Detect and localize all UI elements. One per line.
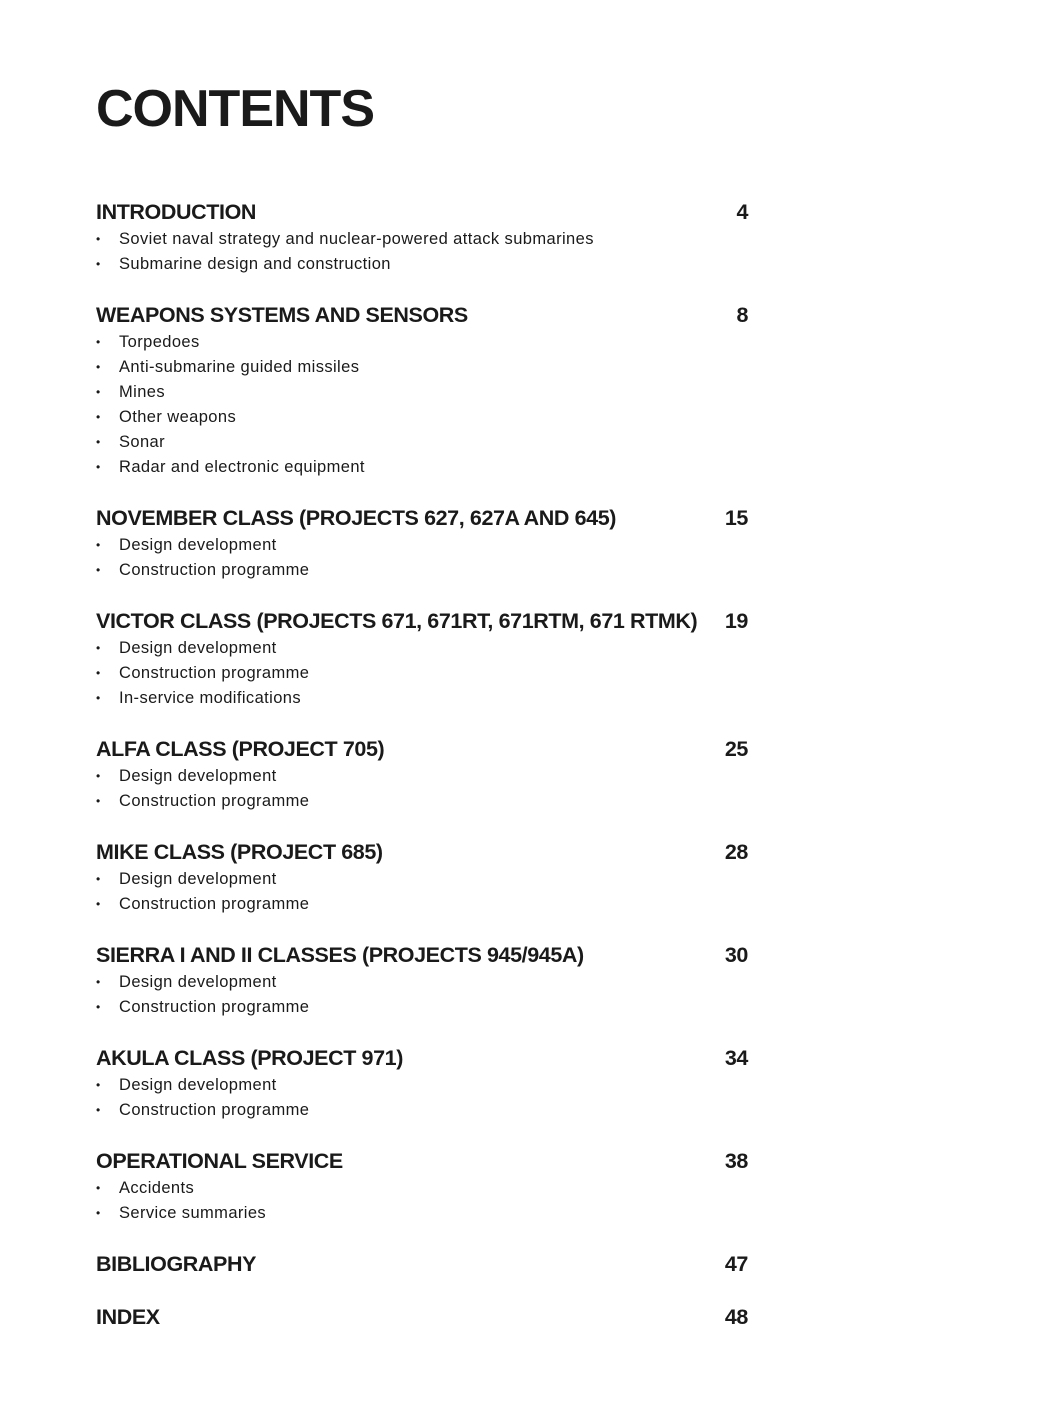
toc-subsection-list — [96, 227, 748, 277]
toc-page-number: 30 — [724, 943, 748, 967]
bullet-icon: • — [96, 1000, 101, 1014]
toc-section-title: BIBLIOGRAPHY — [96, 1252, 257, 1276]
toc-section-header[interactable] — [96, 606, 748, 636]
bullet-icon: • — [96, 563, 101, 577]
toc-subsection-label: Soviet naval strategy and nuclear-powered attack submarines — [119, 230, 594, 248]
toc-subsection-label: Service summaries — [119, 1204, 267, 1222]
toc-subsection-label: Torpedoes — [119, 333, 200, 351]
toc-page-number: 47 — [724, 1252, 748, 1276]
bullet-icon: • — [96, 641, 101, 655]
toc-subsection-item — [96, 558, 748, 583]
toc-subsection-label: Accidents — [119, 1179, 195, 1197]
toc-section-title: WEAPONS SYSTEMS AND SENSORS — [96, 303, 468, 327]
bullet-icon: • — [96, 769, 101, 783]
toc-section-header[interactable] — [96, 1043, 748, 1073]
toc-subsection-list — [96, 1073, 748, 1123]
toc-subsection-label: Construction programme — [119, 895, 310, 913]
toc-subsection-item — [96, 1073, 748, 1098]
table-of-contents — [96, 197, 748, 1355]
toc-subsection-item — [96, 970, 748, 995]
toc-subsection-label: Construction programme — [119, 792, 310, 810]
toc-page-number: 48 — [724, 1305, 748, 1329]
toc-subsection-label: Design development — [119, 536, 277, 554]
toc-section-header[interactable] — [96, 734, 748, 764]
toc-subsection-label: Design development — [119, 870, 277, 888]
toc-section-header[interactable] — [96, 197, 748, 227]
toc-subsection-item — [96, 1176, 748, 1201]
toc-subsection-item — [96, 430, 748, 455]
toc-subsection-label: Design development — [119, 973, 277, 991]
toc-subsection-item — [96, 252, 748, 277]
toc-subsection-list — [96, 764, 748, 814]
toc-subsection-item — [96, 227, 748, 252]
toc-subsection-item — [96, 1098, 748, 1123]
toc-section — [96, 1146, 748, 1226]
toc-subsection-item — [96, 892, 748, 917]
bullet-icon: • — [96, 1206, 101, 1220]
toc-section-header[interactable] — [96, 1146, 748, 1176]
toc-page-number: 34 — [724, 1046, 748, 1070]
toc-section — [96, 734, 748, 814]
toc-subsection-item — [96, 405, 748, 430]
toc-subsection-label: Radar and electronic equipment — [119, 458, 365, 476]
toc-subsection-label: Sonar — [119, 433, 166, 451]
toc-section-title: OPERATIONAL SERVICE — [96, 1149, 343, 1173]
bullet-icon: • — [96, 691, 101, 705]
toc-subsection-item — [96, 789, 748, 814]
toc-section-title: VICTOR CLASS (PROJECTS 671, 671RT, 671RTM, 671 RTMK) — [96, 609, 698, 633]
toc-subsection-label: Construction programme — [119, 1101, 310, 1119]
toc-section-title: NOVEMBER CLASS (PROJECTS 627, 627A AND 645) — [96, 506, 617, 530]
toc-section-title: AKULA CLASS (PROJECT 971) — [96, 1046, 403, 1070]
toc-section — [96, 1249, 748, 1279]
toc-subsection-list — [96, 867, 748, 917]
toc-subsection-item — [96, 380, 748, 405]
toc-subsection-list — [96, 330, 748, 480]
toc-subsection-list — [96, 533, 748, 583]
toc-subsection-label: In-service modifications — [119, 689, 301, 707]
bullet-icon: • — [96, 257, 101, 271]
toc-subsection-label: Other weapons — [119, 408, 237, 426]
bullet-icon: • — [96, 897, 101, 911]
toc-page-number: 25 — [724, 737, 748, 761]
toc-subsection-label: Design development — [119, 1076, 277, 1094]
toc-subsection-item — [96, 764, 748, 789]
bullet-icon: • — [96, 1103, 101, 1117]
toc-subsection-label: Submarine design and construction — [119, 255, 391, 273]
bullet-icon: • — [96, 872, 101, 886]
toc-subsection-item — [96, 636, 748, 661]
bullet-icon: • — [96, 232, 101, 246]
toc-subsection-item — [96, 533, 748, 558]
toc-section-title: INTRODUCTION — [96, 200, 257, 224]
toc-page-number: 28 — [724, 840, 748, 864]
toc-subsection-label: Construction programme — [119, 561, 310, 579]
bullet-icon: • — [96, 975, 101, 989]
toc-section-header[interactable] — [96, 1302, 748, 1332]
toc-section-header[interactable] — [96, 1249, 748, 1279]
bullet-icon: • — [96, 410, 101, 424]
toc-section-header[interactable] — [96, 503, 748, 533]
toc-section-header[interactable] — [96, 940, 748, 970]
toc-subsection-label: Mines — [119, 383, 166, 401]
toc-section — [96, 1043, 748, 1123]
toc-subsection-item — [96, 455, 748, 480]
toc-subsection-label: Design development — [119, 639, 277, 657]
toc-subsection-item — [96, 661, 748, 686]
toc-page-number: 15 — [724, 506, 748, 530]
toc-subsection-item — [96, 995, 748, 1020]
toc-page-number: 38 — [724, 1149, 748, 1173]
toc-subsection-list — [96, 970, 748, 1020]
toc-subsection-item — [96, 330, 748, 355]
toc-subsection-label: Anti-submarine guided missiles — [119, 358, 360, 376]
toc-section — [96, 300, 748, 480]
toc-page-number: 4 — [736, 200, 748, 224]
toc-section — [96, 837, 748, 917]
toc-subsection-list — [96, 1176, 748, 1226]
toc-subsection-label: Design development — [119, 767, 277, 785]
toc-page-number: 8 — [736, 303, 748, 327]
toc-subsection-item — [96, 1201, 748, 1226]
toc-section — [96, 197, 748, 277]
toc-section-title: INDEX — [96, 1305, 160, 1329]
toc-section — [96, 503, 748, 583]
toc-subsection-label: Construction programme — [119, 998, 310, 1016]
toc-section-header[interactable] — [96, 837, 748, 867]
toc-section-title: ALFA CLASS (PROJECT 705) — [96, 737, 385, 761]
bullet-icon: • — [96, 666, 101, 680]
bullet-icon: • — [96, 385, 101, 399]
bullet-icon: • — [96, 335, 101, 349]
toc-subsection-item — [96, 867, 748, 892]
bullet-icon: • — [96, 794, 101, 808]
bullet-icon: • — [96, 460, 101, 474]
bullet-icon: • — [96, 1078, 101, 1092]
toc-section — [96, 606, 748, 711]
toc-section-header[interactable] — [96, 300, 748, 330]
bullet-icon: • — [96, 360, 101, 374]
toc-section — [96, 1302, 748, 1332]
toc-page-number: 19 — [724, 609, 748, 633]
toc-section-title: MIKE CLASS (PROJECT 685) — [96, 840, 383, 864]
bullet-icon: • — [96, 435, 101, 449]
toc-subsection-item — [96, 355, 748, 380]
toc-subsection-item — [96, 686, 748, 711]
toc-subsection-list — [96, 636, 748, 711]
bullet-icon: • — [96, 1181, 101, 1195]
toc-section-title: SIERRA I AND II CLASSES (PROJECTS 945/945A) — [96, 943, 584, 967]
toc-subsection-label: Construction programme — [119, 664, 310, 682]
bullet-icon: • — [96, 538, 101, 552]
toc-section — [96, 940, 748, 1020]
page-title: CONTENTS — [96, 80, 374, 138]
